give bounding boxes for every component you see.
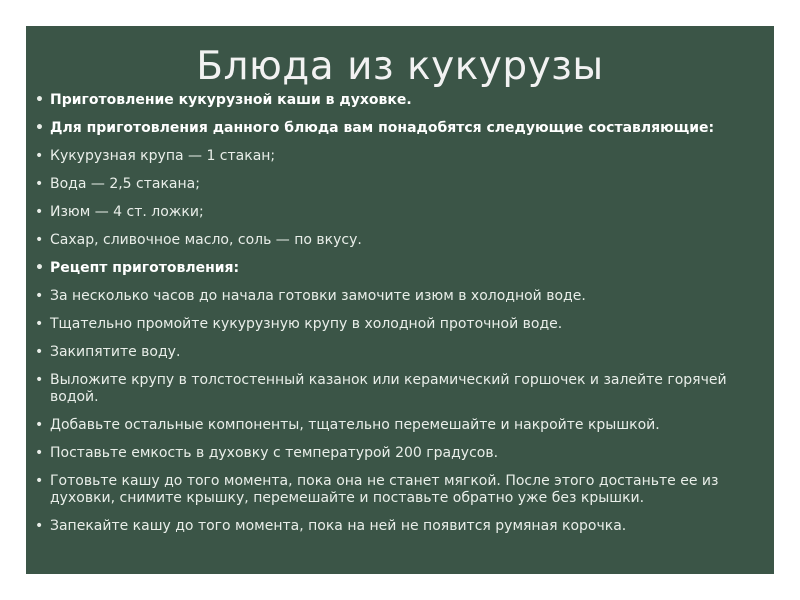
bullet-item <box>34 518 760 535</box>
bullet-dot-icon: • <box>35 344 44 360</box>
bullet-text: Кукурузная крупа — 1 стакан; <box>50 148 276 164</box>
bullet-text: Запекайте кашу до того момента, пока на ней не появится румяная корочка. <box>50 518 627 534</box>
bullet-item <box>34 92 760 109</box>
bullet-text: Вода — 2,5 стакана; <box>50 176 200 192</box>
bullet-item <box>34 417 760 434</box>
bullet-item <box>34 288 760 305</box>
bullet-dot-icon: • <box>35 316 44 332</box>
bullet-text: Приготовление кукурузной каши в духовке. <box>50 92 412 108</box>
bullet-item <box>34 232 760 249</box>
bullet-item <box>34 176 760 193</box>
slide-title: Блюда из кукурузы <box>196 44 604 89</box>
bullet-list <box>34 92 760 546</box>
bullet-text: Рецепт приготовления: <box>50 260 240 276</box>
bullet-dot-icon: • <box>35 288 44 304</box>
bullet-item <box>34 148 760 165</box>
bullet-item <box>34 316 760 333</box>
bullet-dot-icon: • <box>35 518 44 534</box>
bullet-text: Тщательно промойте кукурузную крупу в холодной проточной воде. <box>50 316 563 332</box>
bullet-dot-icon: • <box>35 204 44 220</box>
bullet-dot-icon: • <box>35 260 44 276</box>
bullet-item <box>34 445 760 462</box>
bullet-dot-icon: • <box>35 92 44 108</box>
bullet-item <box>34 260 760 277</box>
bullet-dot-icon: • <box>35 176 44 192</box>
bullet-item <box>34 204 760 221</box>
bullet-text: Сахар, сливочное масло, соль — по вкусу. <box>50 232 362 248</box>
bullet-item <box>34 120 760 137</box>
bullet-text: За несколько часов до начала готовки замочите изюм в холодной воде. <box>50 288 586 304</box>
bullet-text: Добавьте остальные компоненты, тщательно перемешайте и накройте крышкой. <box>50 417 660 433</box>
bullet-dot-icon: • <box>35 372 44 388</box>
bullet-text: Поставьте емкость в духовку с температурой 200 градусов. <box>50 445 499 461</box>
bullet-item <box>34 344 760 361</box>
bullet-text: Изюм — 4 ст. ложки; <box>50 204 204 220</box>
bullet-dot-icon: • <box>35 445 44 461</box>
bullet-dot-icon: • <box>35 148 44 164</box>
bullet-text: Выложите крупу в толстостенный казанок или керамический горшочек и залейте горячей водой. <box>50 372 727 405</box>
bullet-dot-icon: • <box>35 473 44 489</box>
slide <box>26 26 774 574</box>
bullet-item <box>34 473 760 507</box>
bullet-text: Для приготовления данного блюда вам понадобятся следующие составляющие: <box>50 120 715 136</box>
bullet-dot-icon: • <box>35 232 44 248</box>
bullet-text: Закипятите воду. <box>50 344 181 360</box>
bullet-text: Готовьте кашу до того момента, пока она не станет мягкой. После этого достаньте ее из духовки, снимите крышку, перемешайте и поставьте обратно уже без крышки. <box>50 473 719 506</box>
bullet-item <box>34 372 760 406</box>
bullet-dot-icon: • <box>35 120 44 136</box>
bullet-dot-icon: • <box>35 417 44 433</box>
